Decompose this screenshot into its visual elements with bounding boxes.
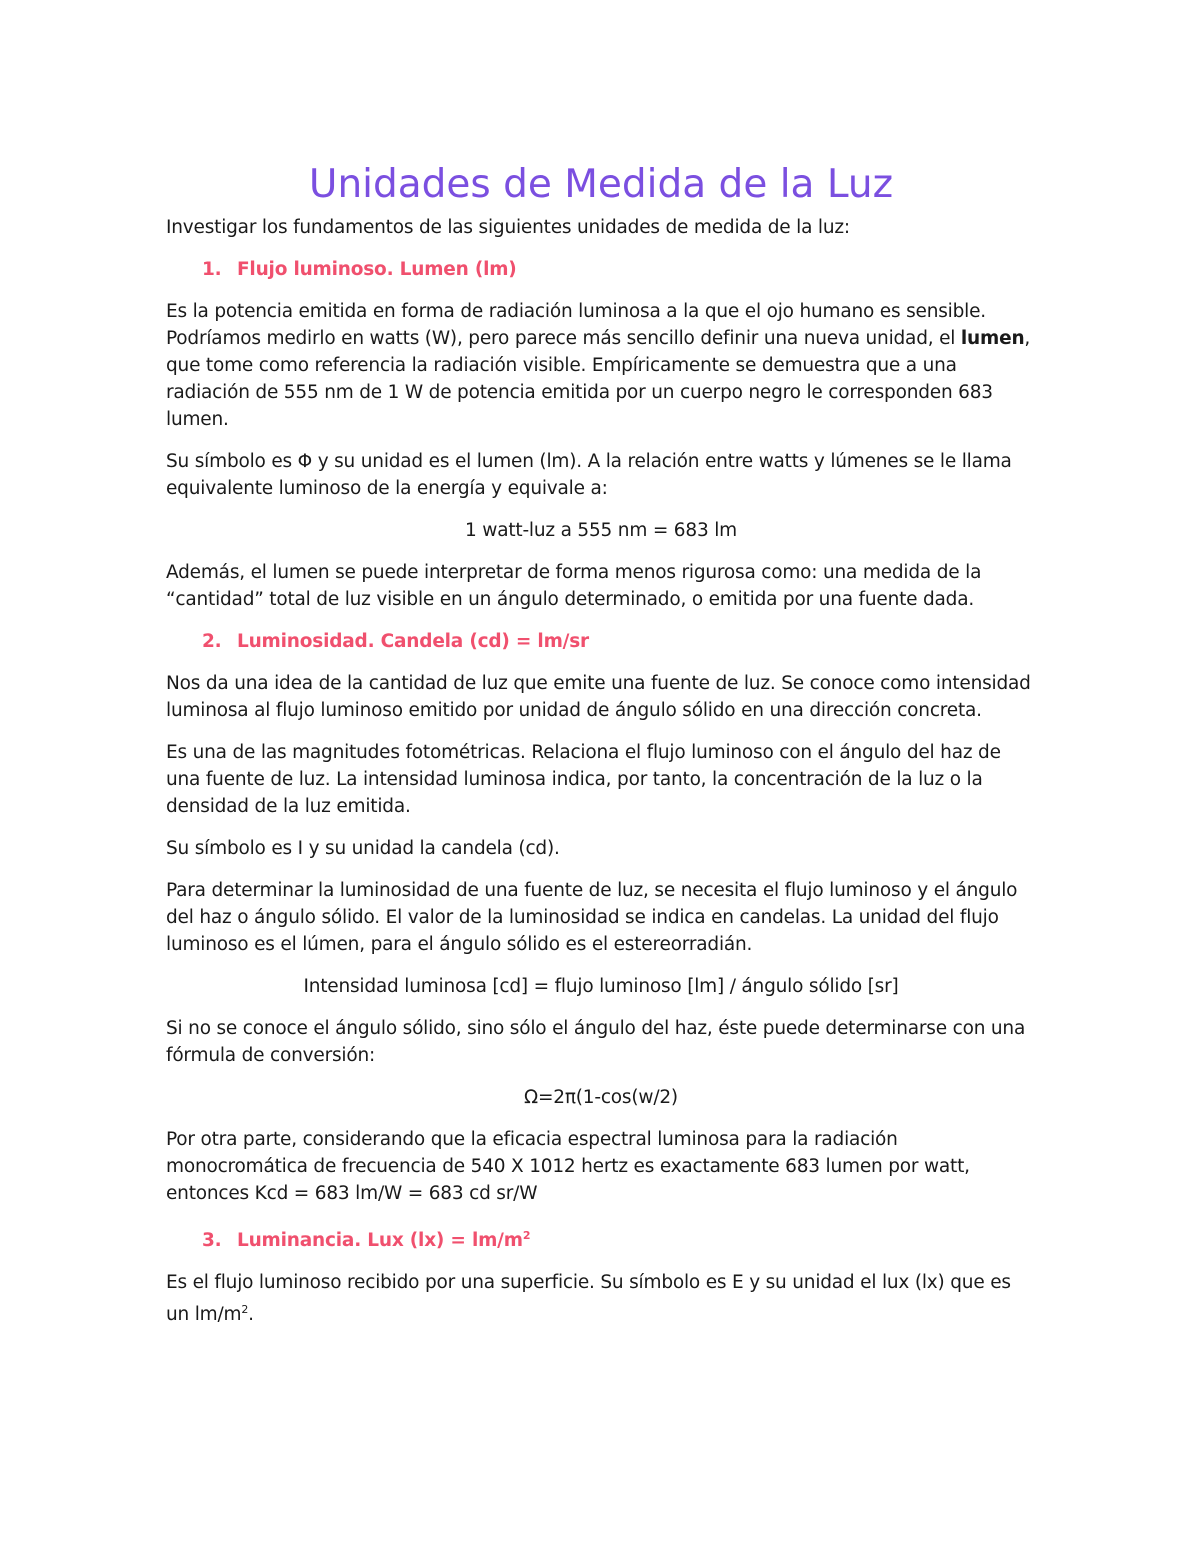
paragraph: Si no se conoce el ángulo sólido, sino sólo el ángulo del haz, éste puede determinarse con una fórmula de conversión:	[166, 1018, 1026, 1066]
section-heading-3	[202, 1222, 1036, 1254]
formula: 1 watt-luz a 555 nm = 683 lm	[465, 520, 737, 541]
section-title: Luminancia. Lux (lx) = lm/m	[237, 1230, 523, 1252]
text: .	[248, 1304, 254, 1326]
document-title: Unidades de Medida de la Luz	[308, 162, 894, 207]
paragraph: Nos da una idea de la cantidad de luz que emite una fuente de luz. Se conoce como intensidad luminosa al flujo luminoso emitido por unidad de ángulo sólido en una dirección concreta.	[166, 673, 1031, 721]
section-number: 3.	[202, 1230, 222, 1252]
paragraph	[166, 1269, 1036, 1328]
formula: Intensidad luminosa [cd] = flujo luminoso [lm] / ángulo sólido [sr]	[303, 976, 899, 997]
paragraph: Es una de las magnitudes fotométricas. Relaciona el flujo luminoso con el ángulo del haz de una fuente de luz. La intensidad luminosa indica, por tanto, la concentración de la luz o la densidad de la luz emitida.	[166, 742, 1001, 817]
paragraph: Su símbolo es I y su unidad la candela (cd).	[166, 838, 560, 859]
document-page	[166, 160, 1036, 1343]
text: , que tome como referencia la radiación visible. Empíricamente se demuestra que a una radiación de 555 nm de 1 W de potencia emitida por un cuerpo negro le corresponden 683 lumen.	[166, 328, 1031, 430]
text: Es el flujo luminoso recibido por una superficie. Su símbolo es E y su unidad el lux (lx) que es un lm/m	[166, 1272, 1011, 1326]
paragraph	[166, 298, 1036, 433]
bold-term: lumen	[960, 328, 1025, 349]
section-number: 2.	[202, 631, 222, 652]
intro-paragraph: Investigar los fundamentos de las siguientes unidades de medida de la luz:	[166, 217, 850, 238]
section-heading-1	[202, 256, 1036, 283]
paragraph: Por otra parte, considerando que la eficacia espectral luminosa para la radiación monocromática de frecuencia de 540 X 1012 hertz es exactamente 683 lumen por watt, entonces Kcd = 683 lm/W = 683 cd sr/W	[166, 1129, 970, 1204]
section-heading-2	[202, 628, 1036, 655]
section-title: Luminosidad. Candela (cd) = lm/sr	[237, 631, 589, 652]
superscript: 2	[522, 1229, 531, 1242]
formula: Ω=2π(1-cos(w/2)	[524, 1087, 678, 1108]
paragraph: Además, el lumen se puede interpretar de forma menos rigurosa como: una medida de la “cantidad” total de luz visible en un ángulo determinado, o emitida por una fuente dada.	[166, 562, 982, 610]
section-title: Flujo luminoso. Lumen (lm)	[237, 259, 517, 280]
paragraph: Para determinar la luminosidad de una fuente de luz, se necesita el flujo luminoso y el ángulo del haz o ángulo sólido. El valor de la luminosidad se indica en candelas. La unidad del flujo luminoso es el lúmen, para el ángulo sólido es el estereorradián.	[166, 880, 1018, 955]
section-number: 1.	[202, 259, 222, 280]
superscript: 2	[241, 1303, 249, 1317]
paragraph: Su símbolo es Φ y su unidad es el lumen (lm). A la relación entre watts y lúmenes se le llama equivalente luminoso de la energía y equivale a:	[166, 451, 1012, 499]
text: Es la potencia emitida en forma de radiación luminosa a la que el ojo humano es sensible. Podríamos medirlo en watts (W), pero parece más sencillo definir una nueva unidad, el	[166, 301, 986, 349]
